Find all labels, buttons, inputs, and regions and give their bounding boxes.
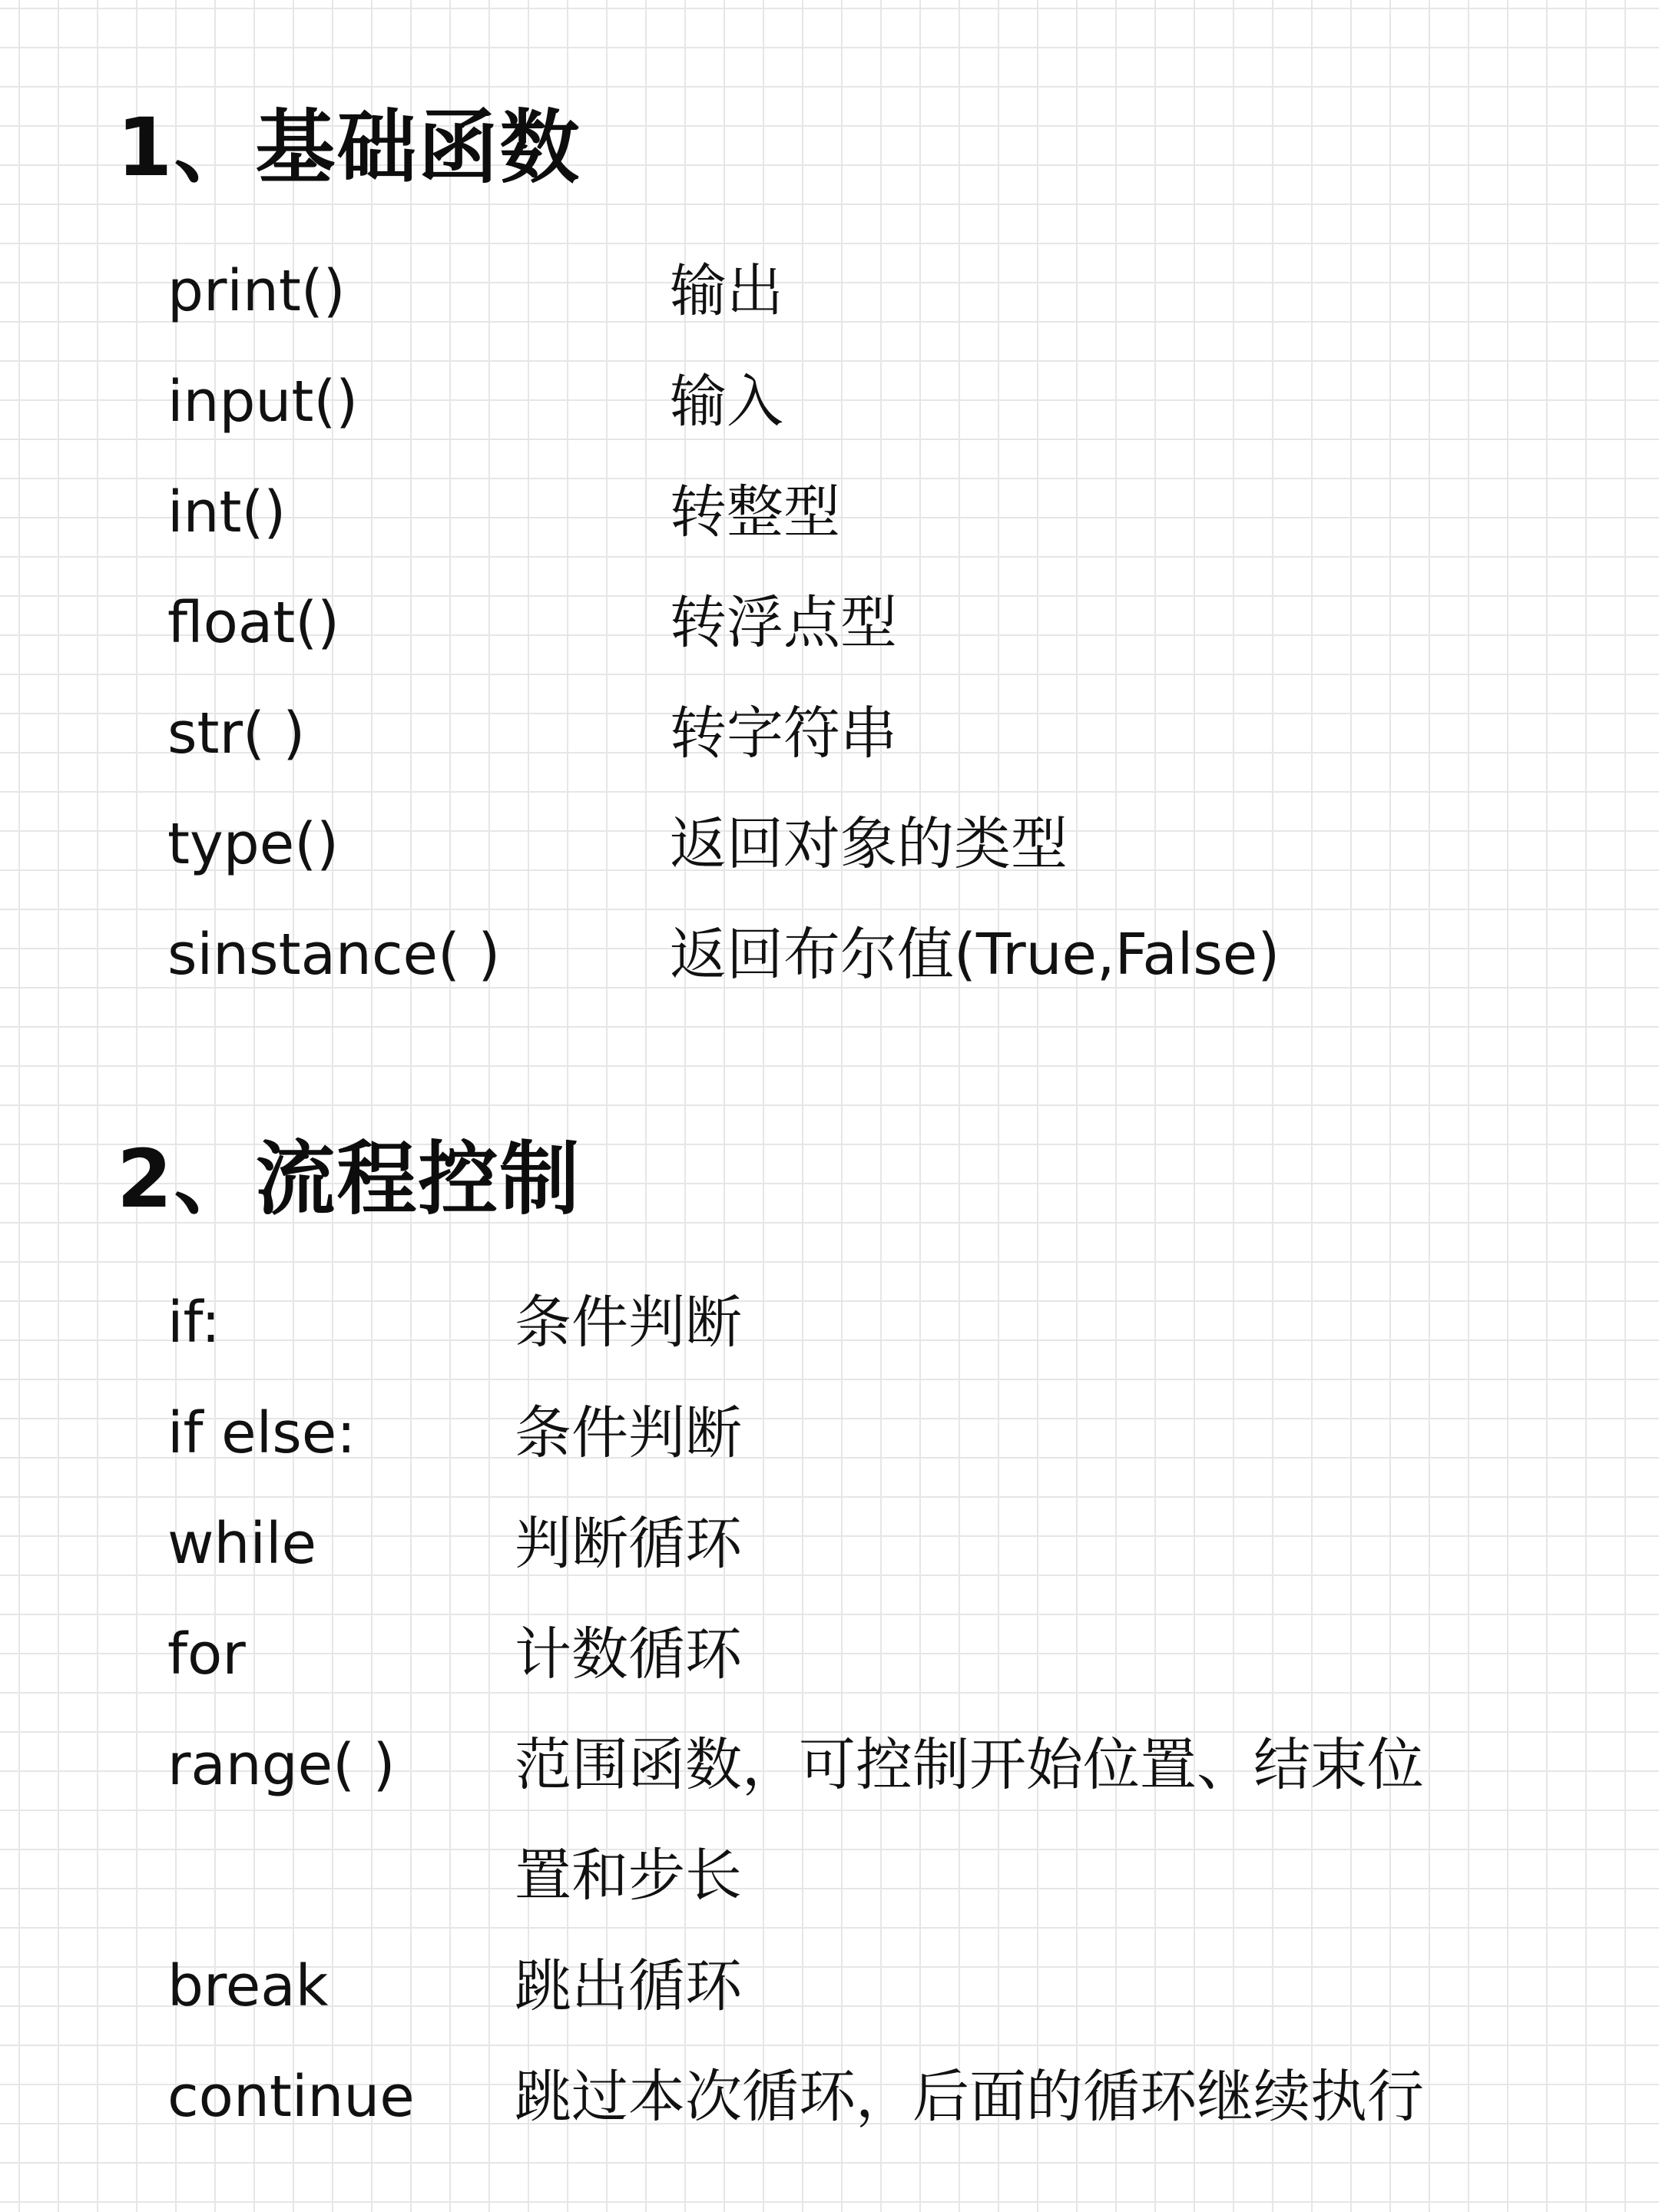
keyword-description: 判断循环 (515, 1511, 742, 1577)
keyword: if: (167, 1290, 220, 1356)
keyword: range( ) (167, 1732, 396, 1798)
function-description: 转字符串 (670, 700, 897, 767)
list-item (167, 236, 783, 346)
keyword-description-continued: 置和步长 (515, 1843, 742, 1909)
keyword-description: 条件判断 (515, 1400, 742, 1466)
keyword-description: 跳过本次循环，后面的循环继续执行 (515, 2064, 1424, 2130)
function-description: 转整型 (670, 479, 840, 545)
function-name: float() (167, 590, 339, 656)
function-description: 输入 (670, 369, 783, 435)
function-description: 转浮点型 (670, 590, 897, 656)
function-description: 输出 (670, 258, 783, 324)
keyword-description: 计数循环 (515, 1621, 742, 1687)
list-item (167, 1267, 742, 1378)
keyword-description: 跳出循环 (515, 1953, 742, 2019)
list-item (167, 789, 1068, 899)
list-item (167, 2041, 1424, 2152)
keyword-description: 范围函数，可控制开始位置、结束位 (515, 1732, 1424, 1798)
function-name: str( ) (167, 700, 306, 767)
list-item (167, 1599, 742, 1710)
list-item (167, 1488, 742, 1599)
keyword: for (167, 1621, 246, 1687)
list-item (167, 1710, 1424, 1820)
function-name: type() (167, 811, 339, 877)
function-description: 返回布尔值(True,False) (670, 922, 1280, 988)
list-item (167, 457, 840, 568)
list-item (167, 1931, 742, 2041)
function-name: print() (167, 258, 346, 324)
list-item (167, 568, 897, 678)
function-name: sinstance( ) (167, 922, 501, 988)
function-name: input() (167, 369, 359, 435)
list-item (167, 346, 783, 457)
keyword: while (167, 1511, 317, 1577)
section-title-basic-functions: 1、基础函数 (117, 101, 581, 194)
list-item (167, 1378, 742, 1488)
function-name: int() (167, 479, 286, 545)
list-item (167, 678, 897, 789)
keyword-description: 条件判断 (515, 1290, 742, 1356)
section-title-flow-control: 2、流程控制 (117, 1132, 581, 1226)
keyword: break (167, 1953, 329, 2019)
keyword: if else: (167, 1400, 356, 1466)
list-item (167, 899, 1280, 1010)
function-description: 返回对象的类型 (670, 811, 1068, 877)
keyword: continue (167, 2064, 415, 2130)
